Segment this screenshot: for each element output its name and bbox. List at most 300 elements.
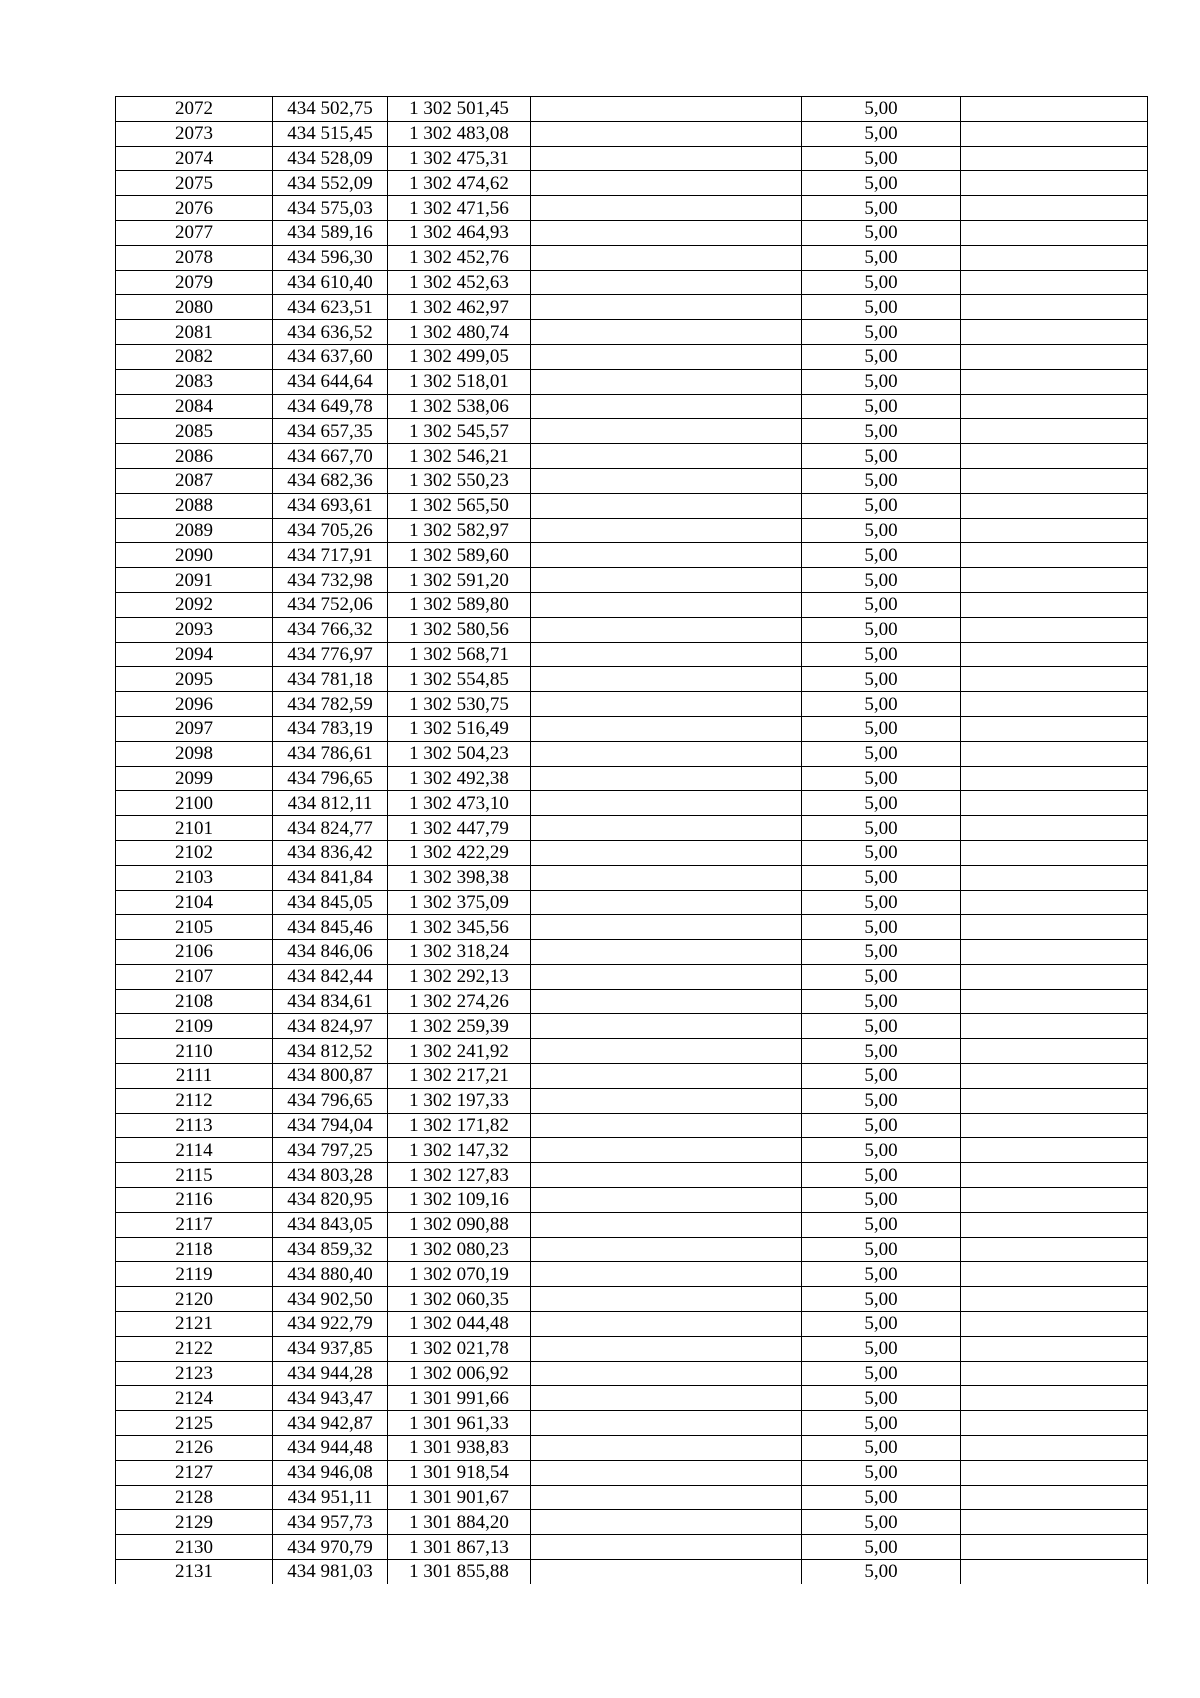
error-value-cell: 5,00 bbox=[802, 1312, 961, 1337]
point-number-cell: 2072 bbox=[116, 97, 273, 122]
table-row bbox=[116, 245, 1148, 270]
y-coordinate-cell: 1 302 318,24 bbox=[388, 940, 531, 965]
empty-cell bbox=[531, 344, 802, 369]
error-value-cell: 5,00 bbox=[802, 964, 961, 989]
note-cell bbox=[961, 1336, 1148, 1361]
y-coordinate-cell: 1 301 938,83 bbox=[388, 1436, 531, 1461]
point-number-cell: 2073 bbox=[116, 121, 273, 146]
y-coordinate-cell: 1 302 021,78 bbox=[388, 1336, 531, 1361]
table-row bbox=[116, 1436, 1148, 1461]
empty-cell bbox=[531, 196, 802, 221]
error-value-cell: 5,00 bbox=[802, 171, 961, 196]
y-coordinate-cell: 1 301 884,20 bbox=[388, 1510, 531, 1535]
error-value-cell: 5,00 bbox=[802, 369, 961, 394]
x-coordinate-cell: 434 845,05 bbox=[273, 890, 388, 915]
empty-cell bbox=[531, 1113, 802, 1138]
point-number-cell: 2112 bbox=[116, 1088, 273, 1113]
empty-cell bbox=[531, 1088, 802, 1113]
note-cell bbox=[961, 295, 1148, 320]
empty-cell bbox=[531, 1138, 802, 1163]
y-coordinate-cell: 1 302 070,19 bbox=[388, 1262, 531, 1287]
table-row bbox=[116, 667, 1148, 692]
table-row bbox=[116, 97, 1148, 122]
x-coordinate-cell: 434 782,59 bbox=[273, 692, 388, 717]
note-cell bbox=[961, 320, 1148, 345]
empty-cell bbox=[531, 568, 802, 593]
x-coordinate-cell: 434 841,84 bbox=[273, 865, 388, 890]
table-row bbox=[116, 1088, 1148, 1113]
table-row bbox=[116, 121, 1148, 146]
point-number-cell: 2079 bbox=[116, 270, 273, 295]
note-cell bbox=[961, 592, 1148, 617]
note-cell bbox=[961, 394, 1148, 419]
point-number-cell: 2117 bbox=[116, 1212, 273, 1237]
note-cell bbox=[961, 1088, 1148, 1113]
table-row bbox=[116, 146, 1148, 171]
empty-cell bbox=[531, 1163, 802, 1188]
error-value-cell: 5,00 bbox=[802, 667, 961, 692]
point-number-cell: 2119 bbox=[116, 1262, 273, 1287]
note-cell bbox=[961, 245, 1148, 270]
table-row bbox=[116, 344, 1148, 369]
x-coordinate-cell: 434 880,40 bbox=[273, 1262, 388, 1287]
note-cell bbox=[961, 766, 1148, 791]
error-value-cell: 5,00 bbox=[802, 816, 961, 841]
point-number-cell: 2123 bbox=[116, 1361, 273, 1386]
x-coordinate-cell: 434 820,95 bbox=[273, 1188, 388, 1213]
error-value-cell: 5,00 bbox=[802, 245, 961, 270]
note-cell bbox=[961, 1039, 1148, 1064]
empty-cell bbox=[531, 493, 802, 518]
x-coordinate-cell: 434 834,61 bbox=[273, 989, 388, 1014]
table-row bbox=[116, 1510, 1148, 1535]
x-coordinate-cell: 434 649,78 bbox=[273, 394, 388, 419]
error-value-cell: 5,00 bbox=[802, 1064, 961, 1089]
point-number-cell: 2129 bbox=[116, 1510, 273, 1535]
point-number-cell: 2104 bbox=[116, 890, 273, 915]
table-row bbox=[116, 766, 1148, 791]
error-value-cell: 5,00 bbox=[802, 1485, 961, 1510]
error-value-cell: 5,00 bbox=[802, 468, 961, 493]
empty-cell bbox=[531, 791, 802, 816]
x-coordinate-cell: 434 922,79 bbox=[273, 1312, 388, 1337]
error-value-cell: 5,00 bbox=[802, 320, 961, 345]
note-cell bbox=[961, 1014, 1148, 1039]
error-value-cell: 5,00 bbox=[802, 444, 961, 469]
error-value-cell: 5,00 bbox=[802, 890, 961, 915]
empty-cell bbox=[531, 468, 802, 493]
empty-cell bbox=[531, 1510, 802, 1535]
x-coordinate-cell: 434 800,87 bbox=[273, 1064, 388, 1089]
empty-cell bbox=[531, 642, 802, 667]
y-coordinate-cell: 1 302 147,32 bbox=[388, 1138, 531, 1163]
note-cell bbox=[961, 543, 1148, 568]
empty-cell bbox=[531, 444, 802, 469]
point-number-cell: 2082 bbox=[116, 344, 273, 369]
empty-cell bbox=[531, 915, 802, 940]
note-cell bbox=[961, 1188, 1148, 1213]
y-coordinate-cell: 1 302 580,56 bbox=[388, 617, 531, 642]
x-coordinate-cell: 434 682,36 bbox=[273, 468, 388, 493]
x-coordinate-cell: 434 937,85 bbox=[273, 1336, 388, 1361]
table-row bbox=[116, 1361, 1148, 1386]
y-coordinate-cell: 1 302 452,76 bbox=[388, 245, 531, 270]
point-number-cell: 2078 bbox=[116, 245, 273, 270]
y-coordinate-cell: 1 302 375,09 bbox=[388, 890, 531, 915]
error-value-cell: 5,00 bbox=[802, 1535, 961, 1560]
error-value-cell: 5,00 bbox=[802, 1088, 961, 1113]
x-coordinate-cell: 434 636,52 bbox=[273, 320, 388, 345]
point-number-cell: 2095 bbox=[116, 667, 273, 692]
error-value-cell: 5,00 bbox=[802, 196, 961, 221]
y-coordinate-cell: 1 302 473,10 bbox=[388, 791, 531, 816]
point-number-cell: 2110 bbox=[116, 1039, 273, 1064]
note-cell bbox=[961, 1361, 1148, 1386]
x-coordinate-cell: 434 644,64 bbox=[273, 369, 388, 394]
x-coordinate-cell: 434 812,11 bbox=[273, 791, 388, 816]
table-row bbox=[116, 1262, 1148, 1287]
empty-cell bbox=[531, 121, 802, 146]
note-cell bbox=[961, 1535, 1148, 1560]
x-coordinate-cell: 434 623,51 bbox=[273, 295, 388, 320]
point-number-cell: 2113 bbox=[116, 1113, 273, 1138]
empty-cell bbox=[531, 940, 802, 965]
note-cell bbox=[961, 915, 1148, 940]
note-cell bbox=[961, 270, 1148, 295]
note-cell bbox=[961, 1113, 1148, 1138]
table-row bbox=[116, 940, 1148, 965]
table-row bbox=[116, 1212, 1148, 1237]
y-coordinate-cell: 1 302 475,31 bbox=[388, 146, 531, 171]
point-number-cell: 2074 bbox=[116, 146, 273, 171]
error-value-cell: 5,00 bbox=[802, 270, 961, 295]
x-coordinate-cell: 434 824,77 bbox=[273, 816, 388, 841]
y-coordinate-cell: 1 302 565,50 bbox=[388, 493, 531, 518]
error-value-cell: 5,00 bbox=[802, 1138, 961, 1163]
empty-cell bbox=[531, 617, 802, 642]
point-number-cell: 2097 bbox=[116, 716, 273, 741]
y-coordinate-cell: 1 302 090,88 bbox=[388, 1212, 531, 1237]
note-cell bbox=[961, 1262, 1148, 1287]
note-cell bbox=[961, 1064, 1148, 1089]
error-value-cell: 5,00 bbox=[802, 642, 961, 667]
point-number-cell: 2075 bbox=[116, 171, 273, 196]
table-row bbox=[116, 295, 1148, 320]
x-coordinate-cell: 434 957,73 bbox=[273, 1510, 388, 1535]
empty-cell bbox=[531, 394, 802, 419]
x-coordinate-cell: 434 502,75 bbox=[273, 97, 388, 122]
error-value-cell: 5,00 bbox=[802, 121, 961, 146]
note-cell bbox=[961, 1163, 1148, 1188]
y-coordinate-cell: 1 302 545,57 bbox=[388, 419, 531, 444]
empty-cell bbox=[531, 741, 802, 766]
point-number-cell: 2100 bbox=[116, 791, 273, 816]
point-number-cell: 2109 bbox=[116, 1014, 273, 1039]
table-row bbox=[116, 220, 1148, 245]
x-coordinate-cell: 434 796,65 bbox=[273, 766, 388, 791]
x-coordinate-cell: 434 575,03 bbox=[273, 196, 388, 221]
empty-cell bbox=[531, 1485, 802, 1510]
y-coordinate-cell: 1 302 474,62 bbox=[388, 171, 531, 196]
x-coordinate-cell: 434 803,28 bbox=[273, 1163, 388, 1188]
note-cell bbox=[961, 468, 1148, 493]
error-value-cell: 5,00 bbox=[802, 1262, 961, 1287]
error-value-cell: 5,00 bbox=[802, 220, 961, 245]
y-coordinate-cell: 1 302 109,16 bbox=[388, 1188, 531, 1213]
point-number-cell: 2083 bbox=[116, 369, 273, 394]
table-row bbox=[116, 890, 1148, 915]
note-cell bbox=[961, 444, 1148, 469]
empty-cell bbox=[531, 295, 802, 320]
y-coordinate-cell: 1 302 259,39 bbox=[388, 1014, 531, 1039]
point-number-cell: 2090 bbox=[116, 543, 273, 568]
y-coordinate-cell: 1 302 516,49 bbox=[388, 716, 531, 741]
point-number-cell: 2120 bbox=[116, 1287, 273, 1312]
empty-cell bbox=[531, 369, 802, 394]
point-number-cell: 2098 bbox=[116, 741, 273, 766]
error-value-cell: 5,00 bbox=[802, 1163, 961, 1188]
x-coordinate-cell: 434 944,48 bbox=[273, 1436, 388, 1461]
note-cell bbox=[961, 940, 1148, 965]
empty-cell bbox=[531, 1386, 802, 1411]
y-coordinate-cell: 1 301 867,13 bbox=[388, 1535, 531, 1560]
point-number-cell: 2101 bbox=[116, 816, 273, 841]
empty-cell bbox=[531, 964, 802, 989]
point-number-cell: 2105 bbox=[116, 915, 273, 940]
point-number-cell: 2125 bbox=[116, 1411, 273, 1436]
table-row bbox=[116, 369, 1148, 394]
y-coordinate-cell: 1 302 464,93 bbox=[388, 220, 531, 245]
point-number-cell: 2107 bbox=[116, 964, 273, 989]
empty-cell bbox=[531, 865, 802, 890]
empty-cell bbox=[531, 692, 802, 717]
table-row bbox=[116, 791, 1148, 816]
error-value-cell: 5,00 bbox=[802, 716, 961, 741]
x-coordinate-cell: 434 705,26 bbox=[273, 518, 388, 543]
point-number-cell: 2122 bbox=[116, 1336, 273, 1361]
note-cell bbox=[961, 964, 1148, 989]
empty-cell bbox=[531, 716, 802, 741]
y-coordinate-cell: 1 302 274,26 bbox=[388, 989, 531, 1014]
table-row bbox=[116, 1411, 1148, 1436]
empty-cell bbox=[531, 1212, 802, 1237]
y-coordinate-cell: 1 302 080,23 bbox=[388, 1237, 531, 1262]
table-row bbox=[116, 716, 1148, 741]
empty-cell bbox=[531, 1287, 802, 1312]
empty-cell bbox=[531, 1361, 802, 1386]
table-row bbox=[116, 419, 1148, 444]
note-cell bbox=[961, 518, 1148, 543]
y-coordinate-cell: 1 302 591,20 bbox=[388, 568, 531, 593]
error-value-cell: 5,00 bbox=[802, 1361, 961, 1386]
y-coordinate-cell: 1 302 422,29 bbox=[388, 840, 531, 865]
y-coordinate-cell: 1 302 501,45 bbox=[388, 97, 531, 122]
point-number-cell: 2091 bbox=[116, 568, 273, 593]
note-cell bbox=[961, 1237, 1148, 1262]
x-coordinate-cell: 434 528,09 bbox=[273, 146, 388, 171]
y-coordinate-cell: 1 302 060,35 bbox=[388, 1287, 531, 1312]
table-row bbox=[116, 1386, 1148, 1411]
point-number-cell: 2094 bbox=[116, 642, 273, 667]
error-value-cell: 5,00 bbox=[802, 1436, 961, 1461]
table-row bbox=[116, 592, 1148, 617]
table-row bbox=[116, 1014, 1148, 1039]
table-row bbox=[116, 989, 1148, 1014]
point-number-cell: 2099 bbox=[116, 766, 273, 791]
y-coordinate-cell: 1 302 217,21 bbox=[388, 1064, 531, 1089]
x-coordinate-cell: 434 796,65 bbox=[273, 1088, 388, 1113]
x-coordinate-cell: 434 951,11 bbox=[273, 1485, 388, 1510]
table-row bbox=[116, 617, 1148, 642]
point-number-cell: 2121 bbox=[116, 1312, 273, 1337]
note-cell bbox=[961, 1312, 1148, 1337]
empty-cell bbox=[531, 518, 802, 543]
y-coordinate-cell: 1 301 961,33 bbox=[388, 1411, 531, 1436]
point-number-cell: 2124 bbox=[116, 1386, 273, 1411]
empty-cell bbox=[531, 989, 802, 1014]
note-cell bbox=[961, 568, 1148, 593]
empty-cell bbox=[531, 1312, 802, 1337]
x-coordinate-cell: 434 783,19 bbox=[273, 716, 388, 741]
y-coordinate-cell: 1 302 582,97 bbox=[388, 518, 531, 543]
x-coordinate-cell: 434 515,45 bbox=[273, 121, 388, 146]
empty-cell bbox=[531, 320, 802, 345]
error-value-cell: 5,00 bbox=[802, 766, 961, 791]
error-value-cell: 5,00 bbox=[802, 741, 961, 766]
error-value-cell: 5,00 bbox=[802, 146, 961, 171]
error-value-cell: 5,00 bbox=[802, 1188, 961, 1213]
empty-cell bbox=[531, 1188, 802, 1213]
table-row bbox=[116, 394, 1148, 419]
table-row bbox=[116, 196, 1148, 221]
table-row bbox=[116, 1287, 1148, 1312]
point-number-cell: 2106 bbox=[116, 940, 273, 965]
x-coordinate-cell: 434 944,28 bbox=[273, 1361, 388, 1386]
error-value-cell: 5,00 bbox=[802, 692, 961, 717]
table-row bbox=[116, 840, 1148, 865]
point-number-cell: 2111 bbox=[116, 1064, 273, 1089]
note-cell bbox=[961, 146, 1148, 171]
point-number-cell: 2087 bbox=[116, 468, 273, 493]
note-cell bbox=[961, 617, 1148, 642]
empty-cell bbox=[531, 840, 802, 865]
table-row bbox=[116, 1336, 1148, 1361]
table-row bbox=[116, 692, 1148, 717]
error-value-cell: 5,00 bbox=[802, 1212, 961, 1237]
note-cell bbox=[961, 642, 1148, 667]
point-number-cell: 2093 bbox=[116, 617, 273, 642]
x-coordinate-cell: 434 752,06 bbox=[273, 592, 388, 617]
error-value-cell: 5,00 bbox=[802, 295, 961, 320]
table-row bbox=[116, 1039, 1148, 1064]
error-value-cell: 5,00 bbox=[802, 840, 961, 865]
x-coordinate-cell: 434 970,79 bbox=[273, 1535, 388, 1560]
x-coordinate-cell: 434 552,09 bbox=[273, 171, 388, 196]
y-coordinate-cell: 1 302 044,48 bbox=[388, 1312, 531, 1337]
error-value-cell: 5,00 bbox=[802, 344, 961, 369]
note-cell bbox=[961, 196, 1148, 221]
empty-cell bbox=[531, 1237, 802, 1262]
x-coordinate-cell: 434 846,06 bbox=[273, 940, 388, 965]
y-coordinate-cell: 1 302 398,38 bbox=[388, 865, 531, 890]
y-coordinate-cell: 1 302 550,23 bbox=[388, 468, 531, 493]
y-coordinate-cell: 1 301 991,66 bbox=[388, 1386, 531, 1411]
table-body bbox=[116, 97, 1148, 1584]
note-cell bbox=[961, 97, 1148, 122]
y-coordinate-cell: 1 302 241,92 bbox=[388, 1039, 531, 1064]
y-coordinate-cell: 1 301 855,88 bbox=[388, 1560, 531, 1584]
error-value-cell: 5,00 bbox=[802, 543, 961, 568]
note-cell bbox=[961, 171, 1148, 196]
note-cell bbox=[961, 220, 1148, 245]
point-number-cell: 2077 bbox=[116, 220, 273, 245]
empty-cell bbox=[531, 97, 802, 122]
point-number-cell: 2114 bbox=[116, 1138, 273, 1163]
table-row bbox=[116, 1237, 1148, 1262]
empty-cell bbox=[531, 1411, 802, 1436]
point-number-cell: 2130 bbox=[116, 1535, 273, 1560]
error-value-cell: 5,00 bbox=[802, 1336, 961, 1361]
x-coordinate-cell: 434 766,32 bbox=[273, 617, 388, 642]
x-coordinate-cell: 434 946,08 bbox=[273, 1460, 388, 1485]
table-row bbox=[116, 270, 1148, 295]
note-cell bbox=[961, 1485, 1148, 1510]
table-row bbox=[116, 964, 1148, 989]
x-coordinate-cell: 434 637,60 bbox=[273, 344, 388, 369]
error-value-cell: 5,00 bbox=[802, 1014, 961, 1039]
point-number-cell: 2108 bbox=[116, 989, 273, 1014]
note-cell bbox=[961, 1386, 1148, 1411]
y-coordinate-cell: 1 302 546,21 bbox=[388, 444, 531, 469]
note-cell bbox=[961, 121, 1148, 146]
table-row bbox=[116, 1485, 1148, 1510]
x-coordinate-cell: 434 693,61 bbox=[273, 493, 388, 518]
table-row bbox=[116, 543, 1148, 568]
note-cell bbox=[961, 369, 1148, 394]
error-value-cell: 5,00 bbox=[802, 493, 961, 518]
x-coordinate-cell: 434 786,61 bbox=[273, 741, 388, 766]
error-value-cell: 5,00 bbox=[802, 1113, 961, 1138]
note-cell bbox=[961, 865, 1148, 890]
note-cell bbox=[961, 1436, 1148, 1461]
y-coordinate-cell: 1 302 462,97 bbox=[388, 295, 531, 320]
empty-cell bbox=[531, 146, 802, 171]
error-value-cell: 5,00 bbox=[802, 989, 961, 1014]
y-coordinate-cell: 1 302 127,83 bbox=[388, 1163, 531, 1188]
error-value-cell: 5,00 bbox=[802, 1411, 961, 1436]
y-coordinate-cell: 1 302 499,05 bbox=[388, 344, 531, 369]
error-value-cell: 5,00 bbox=[802, 568, 961, 593]
empty-cell bbox=[531, 1535, 802, 1560]
error-value-cell: 5,00 bbox=[802, 1237, 961, 1262]
point-number-cell: 2131 bbox=[175, 1561, 213, 1583]
error-value-cell: 5,00 bbox=[802, 1510, 961, 1535]
point-number-cell: 2086 bbox=[116, 444, 273, 469]
point-number-cell: 2103 bbox=[116, 865, 273, 890]
empty-cell bbox=[531, 220, 802, 245]
table-row bbox=[116, 444, 1148, 469]
empty-cell bbox=[531, 766, 802, 791]
empty-cell bbox=[531, 1460, 802, 1485]
note-cell bbox=[961, 1138, 1148, 1163]
table-row bbox=[116, 1113, 1148, 1138]
point-number-cell: 2116 bbox=[116, 1188, 273, 1213]
x-coordinate-cell: 434 797,25 bbox=[273, 1138, 388, 1163]
empty-cell bbox=[531, 1014, 802, 1039]
empty-cell bbox=[531, 171, 802, 196]
error-value-cell: 5,00 bbox=[802, 592, 961, 617]
empty-cell bbox=[531, 543, 802, 568]
